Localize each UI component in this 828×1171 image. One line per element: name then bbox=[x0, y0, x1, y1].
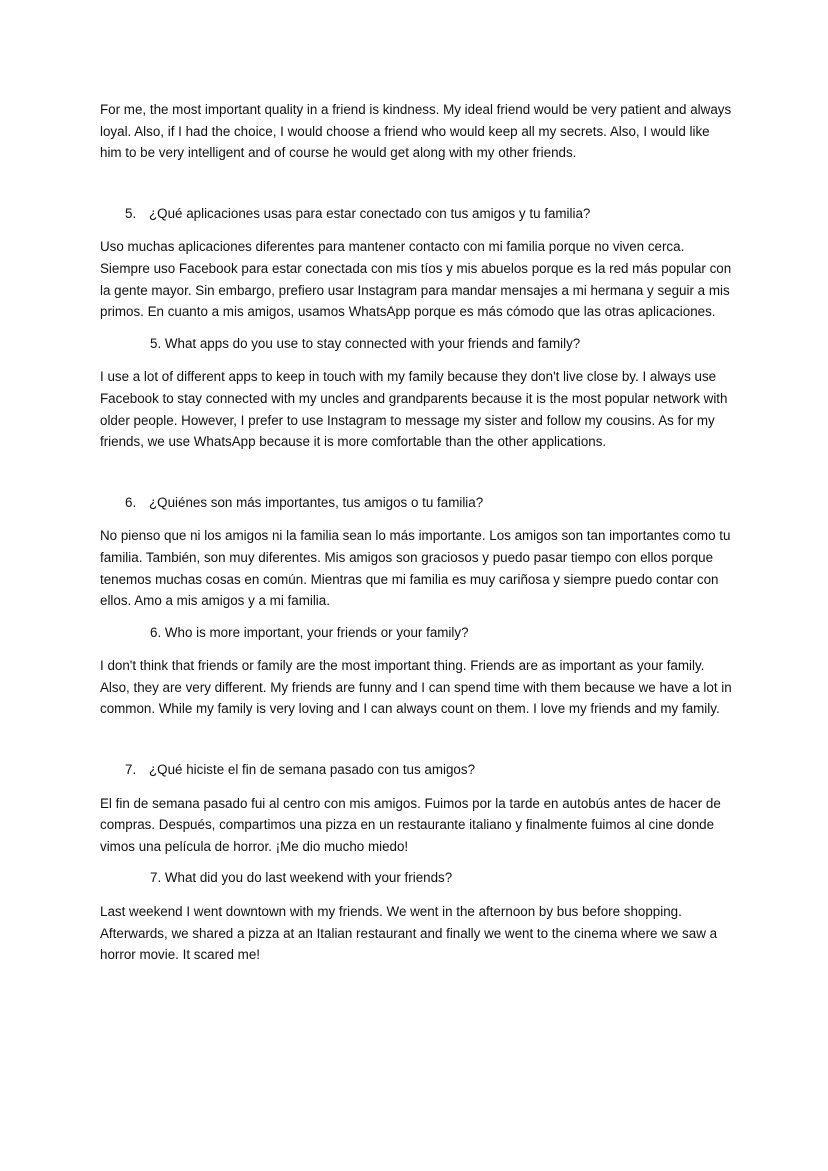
answer-en: I don't think that friends or family are the most important thing. Friends are as important as your family. Also, they are very different. My friends are funny and I can spend time with them because we have a lot in common. While my family is very loving and I can always count on them. I love my friends and my family. bbox=[100, 658, 732, 717]
question-section-6 bbox=[100, 492, 732, 720]
document-page bbox=[100, 99, 732, 966]
answer-es: Uso muchas aplicaciones diferentes para mantener contacto con mi familia porque no viven cerca. Siempre uso Facebook para estar conectada con mis tíos y mis abuelos porque es la red más popular con la gente mayor. Sin embargo, prefiero usar Instagram para mandar mensajes a mi hermana y seguir a mis primos. En cuanto a mis amigos, usamos WhatsApp porque es más cómodo que las otras aplicaciones. bbox=[100, 239, 732, 320]
question-es bbox=[100, 759, 732, 781]
question-es bbox=[100, 203, 732, 225]
question-es-text: ¿Quiénes son más importantes, tus amigos o tu familia? bbox=[149, 494, 484, 510]
answer-es: No pienso que ni los amigos ni la familia sean lo más importante. Los amigos son tan importantes como tu familia. También, son muy diferentes. Mis amigos son graciosos y puedo pasar tiempo con ellos porque tenemos muchas cosas en común. Mientras que mi familia es muy cariñosa y siempre puedo contar con ellos. Amo a mis amigos y a mi familia. bbox=[100, 528, 731, 609]
question-number: 6. bbox=[125, 494, 137, 510]
question-en: 6. Who is more important, your friends or your family? bbox=[150, 624, 469, 640]
intro-paragraph: For me, the most important quality in a friend is kindness. My ideal friend would be very patient and always loyal. Also, if I had the choice, I would choose a friend who would keep all my secrets. Also, I would like him to be very intelligent and of course he would get along with my other friends. bbox=[100, 102, 732, 161]
question-number: 5. bbox=[125, 205, 137, 221]
answer-es: El fin de semana pasado fui al centro con mis amigos. Fuimos por la tarde en autobús antes de hacer de compras. Después, compartimos una pizza en un restaurante italiano y finalmente fuimos al cine donde vimos una película de horror. ¡Me dio mucho miedo! bbox=[100, 795, 721, 854]
question-section-7 bbox=[100, 759, 732, 966]
answer-en: I use a lot of different apps to keep in touch with my family because they don't live close by. I always use Facebook to stay connected with my uncles and grandparents because it is the most popular network with older people. However, I prefer to use Instagram to message my sister and follow my cousins. As for my friends, we use WhatsApp because it is more comfortable than the other applications. bbox=[100, 369, 728, 450]
question-es-text: ¿Qué hiciste el fin de semana pasado con tus amigos? bbox=[149, 762, 476, 778]
answer-en: Last weekend I went downtown with my friends. We went in the afternoon by bus before shopping. Afterwards, we shared a pizza at an Italian restaurant and finally we went to the cinema where we saw a horror movie. It scared me! bbox=[100, 904, 718, 963]
question-en: 5. What apps do you use to stay connected with your friends and family? bbox=[150, 335, 581, 351]
question-section-5 bbox=[100, 203, 732, 453]
question-en: 7. What did you do last weekend with your friends? bbox=[150, 870, 453, 886]
question-number: 7. bbox=[125, 762, 137, 778]
question-es-text: ¿Qué aplicaciones usas para estar conectado con tus amigos y tu familia? bbox=[149, 205, 591, 221]
question-es bbox=[100, 492, 732, 514]
